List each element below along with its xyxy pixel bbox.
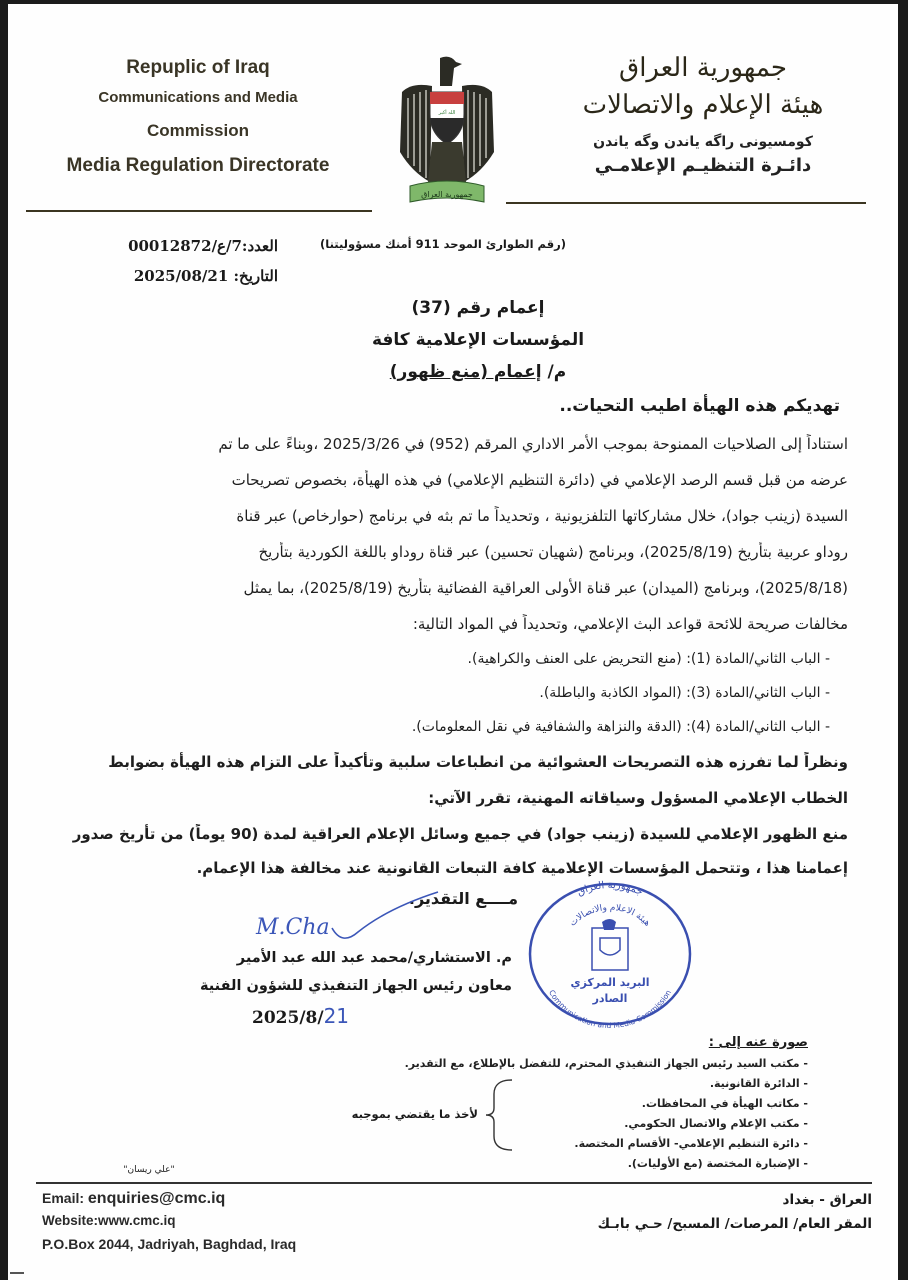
footer-address-ar-1: العراق - بغداد: [782, 1192, 872, 1208]
footer-website-label: Website:: [42, 1213, 99, 1228]
body-p1-line-5: (2025/8/18)، وبرنامج (الميدان) عبر قناة الأولى العراقية الفضائية بتأريخ (2025/8/19)، بما يمثل: [243, 579, 848, 597]
reference-number-label: العدد:: [241, 237, 278, 255]
cc-item-3: - مكاتب الهيأة في المحافظات.: [641, 1097, 808, 1110]
reference-number: [48, 236, 278, 256]
stamp-arc-top: جمهورية العراق: [575, 879, 645, 899]
header-ar-directorate: دائـرة التنظيـم الإعلامـي: [594, 155, 812, 176]
cc-item-4: - مكتب الإعلام والاتصال الحكومي.: [624, 1117, 808, 1130]
cc-item-6: - الإضبارة المختصة (مع الأوليات).: [627, 1157, 808, 1170]
footer-rule: [36, 1182, 872, 1184]
article-item-3: - الباب الثاني/المادة (4): (الدقة والنزاهة والشفافية في نقل المعلومات).: [411, 719, 830, 735]
circular-number: إعمام رقم (37): [411, 298, 545, 318]
handwritten-signature: [256, 914, 330, 942]
cc-item-1: - مكتب السيد رئيس الجهاز التنفيذي المحترم، للتفضل بالإطلاع، مع التقدير.: [404, 1057, 808, 1070]
header-ar-republic: جمهورية العراق: [619, 53, 787, 83]
stamp-center-line1: البريد المركزي: [570, 976, 650, 989]
footer-email: [42, 1188, 225, 1209]
closing-regards: مــــع التقدير.: [408, 889, 518, 908]
eagle-emblem-icon: [392, 52, 502, 212]
document-date: [48, 266, 278, 286]
decision-line-2: إعمامنا هذا ، وتتحمل المؤسسات الإعلامية كافة التبعات القانونية عند مخالفة هذا الإعمام.: [196, 859, 848, 877]
header-ar-kurdish: كومسيونى راگه ياندن وگه ياندن: [593, 134, 813, 150]
signature-date-printed: 2025/8/: [252, 1008, 324, 1028]
footer-email-label: Email:: [42, 1190, 85, 1206]
subject: [338, 360, 618, 384]
emblem-banner-text: جمهورية العراق: [421, 190, 473, 199]
header-english: [28, 56, 368, 178]
decision-line-1: منع الظهور الإعلامي للسيدة (زينب جواد) في جميع وسائل الإعلام العراقية لمدة (90 يوماً) من تأريخ صدور: [72, 825, 848, 843]
header-arabic: [528, 50, 878, 178]
cc-brace-icon: [484, 1078, 514, 1152]
emblem-flag-text: الله أكبر: [438, 110, 456, 116]
cc-title: صورة عنه إلى :: [708, 1035, 808, 1050]
body-p1-line-1: استناداً إلى الصلاحيات الممنوحة بموجب الأمر الاداري المرقم (952) في 2025/3/26 ،وبناءً على ما تم: [218, 435, 848, 453]
footer-address-ar-2: المقر العام/ المرصات/ المسبح/ حـي بابـك: [597, 1216, 872, 1232]
body-p1-line-6: مخالفات صريحة للائحة قواعد البث الإعلامي، وتحديداً في المواد التالية:: [412, 615, 848, 633]
footer-email-value[interactable]: enquiries@cmc.iq: [87, 1190, 226, 1207]
body-p1-line-3: السيدة (زينب جواد)، خلال مشاركاتها التلفزيونية ، وتحديداً ما تم بثه في برنامج (حوارخاص) عبر قناة: [236, 507, 848, 525]
article-item-2: - الباب الثاني/المادة (3): (المواد الكاذبة والباطلة).: [539, 685, 830, 701]
header-rule-right: [506, 202, 866, 204]
addressee: المؤسسات الإعلامية كافة: [371, 330, 585, 350]
bottom-mark: [10, 1272, 24, 1274]
stamp-center-line2: الصادر: [592, 992, 628, 1005]
signature-initials: M.Cha: [256, 915, 330, 940]
body-p2-line-1: ونظراً لما تفرزه هذه التصريحات العشوائية من انطباعات سلبية وتأكيداً على التزام هذه الهيأة بضوابط: [108, 753, 848, 771]
emergency-note: (رقم الطوارئ الموحد 911 أمنك مسؤوليتنا): [320, 237, 566, 251]
signatory-name: م. الاستشاري/محمد عبد الله عبد الأمير: [236, 950, 512, 966]
signature-date-handwritten: 21: [323, 1004, 350, 1028]
footer-website-value[interactable]: www.cmc.iq: [98, 1213, 176, 1228]
header-en-commission-1: Communications and Media: [98, 89, 298, 106]
stamp-arc-second: هيئة الاعلام والاتصالات: [568, 902, 653, 929]
reference-number-value: 7/ع/00012872: [128, 237, 242, 255]
header-en-republic: Repuplic of Iraq: [126, 57, 270, 78]
greeting: تهديكم هذه الهيأة اطيب التحيات..: [559, 396, 840, 416]
official-stamp: [520, 878, 700, 1028]
body-p1-line-4: روداو عربية بتأريخ (2025/8/19)، وبرنامج (شهيان تحسين) عبر قناة روداو باللغة الكوردية بتأريخ: [258, 543, 848, 561]
header-en-commission-2: Commission: [146, 121, 250, 140]
signature-stroke-icon: [328, 888, 448, 948]
document-date-label: التاريخ:: [233, 267, 278, 285]
iraq-emblem: [392, 52, 502, 212]
header-rule-left: [26, 210, 372, 212]
document-date-value: 2025/08/21: [133, 267, 229, 285]
article-item-1: - الباب الثاني/المادة (1): (منع التحريض على العنف والكراهية).: [467, 651, 830, 667]
stamp-arc-bottom: Communication and Media Commission: [546, 988, 674, 1028]
footer-address-en: P.O.Box 2044, Jadriyah, Baghdad, Iraq: [42, 1236, 297, 1252]
document-page: [8, 4, 898, 1280]
footer-website: [42, 1212, 176, 1230]
cc-item-2: - الدائرة القانونية.: [709, 1077, 808, 1090]
cc-bracket-note: لأخذ ما يقتضي بموجبه: [351, 1107, 478, 1121]
header-en-directorate: Media Regulation Directorate: [66, 155, 330, 176]
typist-initials: "علي ريسان": [123, 1165, 175, 1175]
body-p1-line-2: عرضه من قبل قسم الرصد الإعلامي في (دائرة التنظيم الإعلامي) في هذه الهيأة، بخصوص تصريحات: [231, 471, 848, 489]
body-p2-line-2: الخطاب الإعلامي المسؤول وسياقاته المهنية، تقرر الآتي:: [428, 789, 848, 807]
cc-item-5: - دائرة التنظيم الإعلامي- الأقسام المختصة.: [574, 1137, 808, 1150]
stamp-seal-icon: [520, 878, 700, 1028]
subject-text: إعمام (منع ظهور): [389, 362, 542, 382]
signatory-position: معاون رئيس الجهاز التنفيذي للشؤون الفنية: [199, 978, 512, 994]
header-ar-commission: هيئة الإعلام والاتصالات: [582, 90, 824, 120]
subject-prefix: م/: [547, 362, 567, 382]
signature-date: [252, 1004, 349, 1030]
